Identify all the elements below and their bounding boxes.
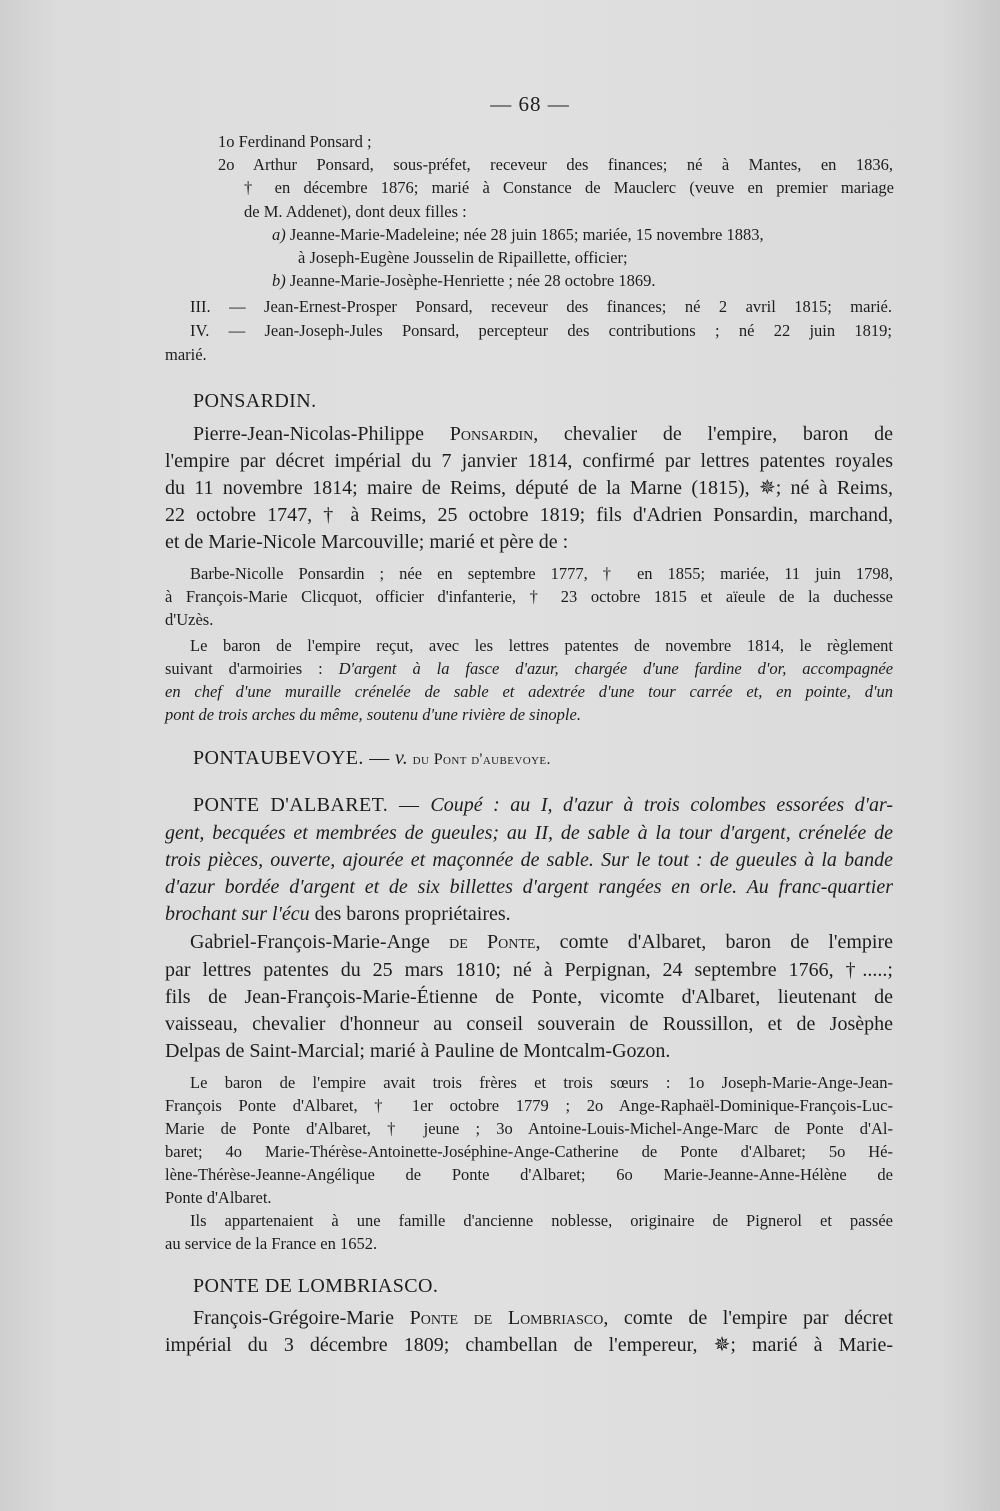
text-line: par lettres patentes du 25 mars 1810; né à Perpignan, 24 septembre 1766, †.....; — [165, 959, 893, 981]
section-heading: PONTAUBEVOYE. — v. du Pont d'aubevoye. — [193, 747, 551, 769]
text-line: Le baron de l'empire avait trois frères et trois sœurs : 1o Joseph-Marie-Ange-Jean- — [190, 1073, 893, 1092]
text-line: d'azur bordée d'argent et de six billettes d'argent rangées en orle. Au franc-quartier — [165, 876, 893, 898]
text-line: François Ponte d'Albaret, † 1er octobre 1779 ; 2o Ange-Raphaël-Dominique-François-Luc- — [165, 1096, 893, 1115]
text-line: b) Jeanne-Marie-Josèphe-Henriette ; née 28 octobre 1869. — [272, 271, 656, 290]
text-line: IV. — Jean-Joseph-Jules Ponsard, percepteur des contributions ; né 22 juin 1819; — [190, 321, 892, 340]
text-line: à François-Marie Clicquot, officier d'infanterie, † 23 octobre 1815 et aïeule de la duchesse — [165, 587, 893, 606]
text-line: baret; 4o Marie-Thérèse-Antoinette-Joséphine-Ange-Catherine de Ponte d'Albaret; 5o Hé- — [165, 1142, 893, 1161]
text-line: 1o Ferdinand Ponsard ; — [218, 132, 372, 151]
text-line: à Joseph-Eugène Jousselin de Ripaillette, officier; — [298, 248, 628, 267]
text-line: impérial du 3 décembre 1809; chambellan de l'empereur, ✵; marié à Marie- — [165, 1334, 893, 1356]
text-line: a) Jeanne-Marie-Madeleine; née 28 juin 1865; mariée, 15 novembre 1883, — [272, 225, 764, 244]
section-heading: PONSARDIN. — [193, 390, 317, 412]
text-line: Ponte d'Albaret. — [165, 1188, 272, 1207]
text-line: l'empire par décret impérial du 7 janvier 1814, confirmé par lettres patentes royales — [165, 450, 893, 472]
text-line: 22 octobre 1747, † à Reims, 25 octobre 1819; fils d'Adrien Ponsardin, marchand, — [165, 504, 893, 526]
text-line: pont de trois arches du même, soutenu d'une rivière de sinople. — [165, 705, 581, 724]
text-line: Delpas de Saint-Marcial; marié à Pauline de Montcalm-Gozon. — [165, 1040, 671, 1062]
text-line: du 11 novembre 1814; maire de Reims, député de la Marne (1815), ✵; né à Reims, — [165, 477, 893, 499]
text-line: Ils appartenaient à une famille d'ancienne noblesse, originaire de Pignerol et passée — [190, 1211, 893, 1230]
text-line: Marie de Ponte d'Albaret, † jeune ; 3o Antoine-Louis-Michel-Ange-Marc de Ponte d'Al- — [165, 1119, 893, 1138]
text-line: fils de Jean-François-Marie-Étienne de Ponte, vicomte d'Albaret, lieutenant de — [165, 986, 893, 1008]
text-line: d'Uzès. — [165, 610, 214, 629]
page-number: — 68 — — [490, 92, 570, 116]
section-heading: PONTE DE LOMBRIASCO. — [193, 1275, 439, 1297]
text-line: Le baron de l'empire reçut, avec les lettres patentes de novembre 1814, le règlement — [190, 636, 893, 655]
text-line: Gabriel-François-Marie-Ange de Ponte, comte d'Albaret, baron de l'empire — [190, 931, 894, 953]
text-line: et de Marie-Nicole Marcouville; marié et père de : — [165, 531, 569, 553]
text-line: lène-Thérèse-Jeanne-Angélique de Ponte d'Albaret; 6o Marie-Jeanne-Anne-Hélène de — [165, 1165, 893, 1184]
text-line: 2o Arthur Ponsard, sous-préfet, receveur des finances; né à Mantes, en 1836, — [218, 155, 893, 174]
text-line: vaisseau, chevalier d'honneur au conseil souverain de Roussillon, et de Josèphe — [165, 1013, 893, 1035]
text-line: de M. Addenet), dont deux filles : — [244, 202, 467, 221]
text-line: Barbe-Nicolle Ponsardin ; née en septembre 1777, † en 1855; mariée, 11 juin 1798, — [190, 564, 893, 583]
text-line: Pierre-Jean-Nicolas-Philippe Ponsardin, chevalier de l'empire, baron de — [193, 423, 893, 445]
section-heading: PONTE D'ALBARET. — Coupé : au I, d'azur à trois colombes essorées d'ar- — [193, 794, 893, 816]
text-line: gent, becquées et membrées de gueules; au II, de sable à la tour d'argent, crénelée de — [165, 822, 893, 844]
text-line: marié. — [165, 345, 207, 364]
text-line: en chef d'une muraille crénelée de sable et adextrée d'une tour carrée et, en pointe, d'un — [165, 682, 893, 701]
text-line: au service de la France en 1652. — [165, 1234, 378, 1253]
text-line: III. — Jean-Ernest-Prosper Ponsard, receveur des finances; né 2 avril 1815; marié. — [190, 297, 892, 316]
text-line: trois pièces, ouverte, ajourée et maçonnée de sable. Sur le tout : de gueules à la bande — [165, 849, 893, 871]
text-line: François-Grégoire-Marie Ponte de Lombriasco, comte de l'empire par décret — [193, 1307, 893, 1329]
text-line: † en décembre 1876; marié à Constance de Mauclerc (veuve en premier mariage — [244, 178, 894, 197]
text-line: brochant sur l'écu des barons propriétaires. — [165, 903, 511, 925]
text-line: suivant d'armoiries : D'argent à la fasce d'azur, chargée d'une fardine d'or, accompagnée — [165, 659, 894, 678]
